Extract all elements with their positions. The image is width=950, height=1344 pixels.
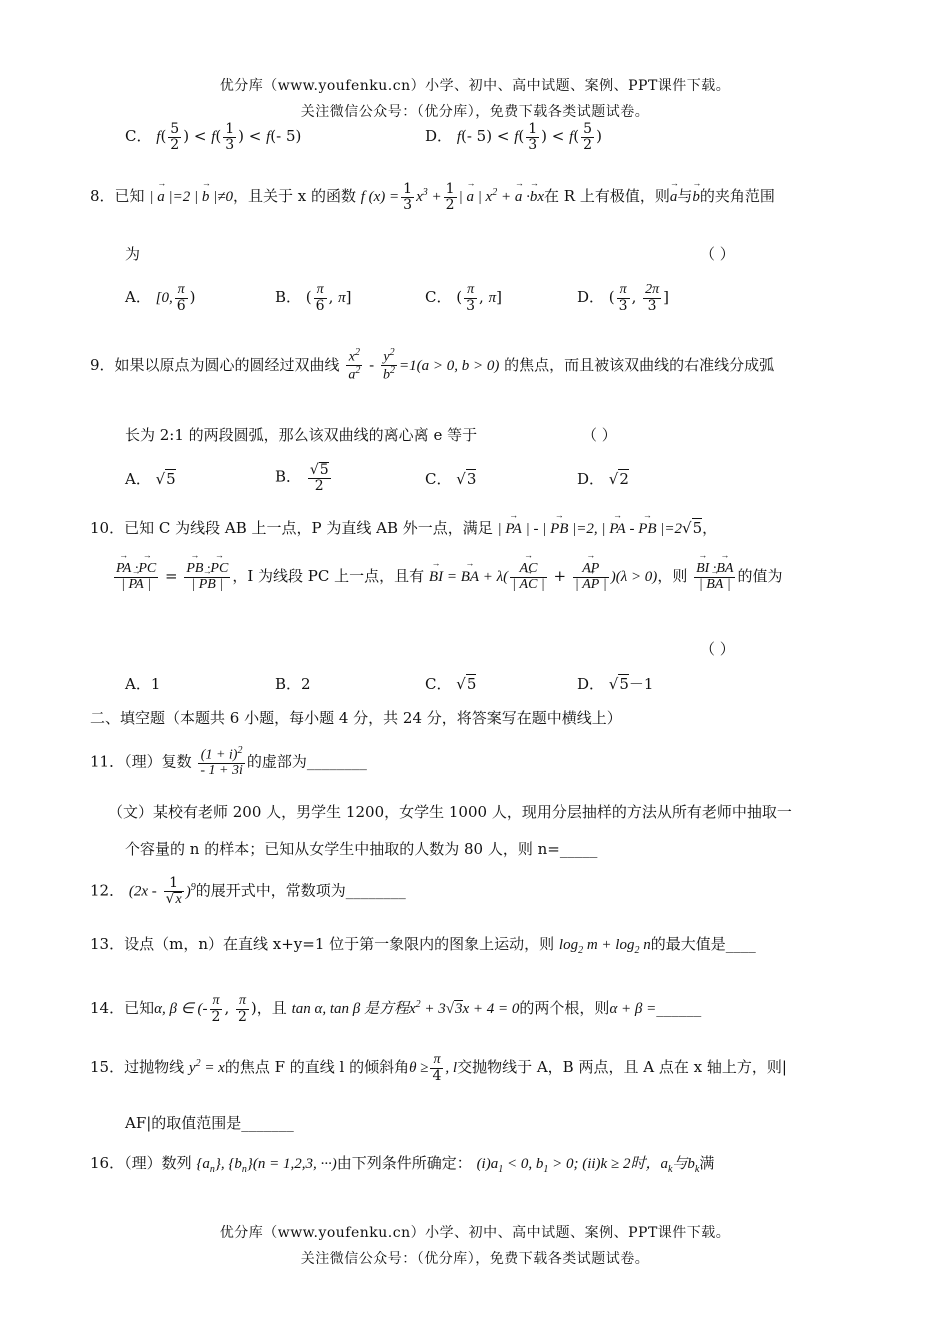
- q10-option-c: C． √5: [425, 675, 477, 693]
- header-line-1: 优分库（www.youfenku.cn）小学、初中、高中试题、案例、PPT课件下载。: [219, 78, 731, 94]
- q8-line-2: 为: [125, 245, 141, 263]
- q7-option-c: C． f( $\frac{5}{2}$ ) < f( $\frac{1}{3}$ ) < f(- 5): [125, 121, 302, 153]
- q16-line: 16．（理）数列 $\{a_n\}$, $\{b_n\}(n = 1,2,3$, ···)由下列条件所确定： $(i)a_1 < 0$, $b_1 > 0$; (ii)k ≥ 2时，$a_k$与$b_k$满: [90, 1154, 715, 1175]
- q8-line-1: 8．已知 | → a |=2 | → b |≠0，且关于 x 的函数 f (x) = $\frac{1}{3}$ $x^3$ + $\frac{1}{2}$ | → a | $x^2$ + → a ·→ bx在 R 上有极值，则→ a与→ b的夹角范围: [90, 182, 775, 212]
- footer-line-2: 关注微信公众号：（优分库），免费下载各类试题试卷。: [300, 1251, 650, 1267]
- q9-line-1: 9．如果以原点为圆心的圆经过双曲线 $\frac{x^2}{a^2}$ - $\frac{y^2}{b^2}$ =1(a > 0, b > 0) 的焦点，而且被该双曲线的右准线分成弧: [90, 347, 775, 383]
- q7-option-d: D． f(- 5) < f( $\frac{1}{3}$ ) < f( $\frac{5}{2}$ ): [425, 121, 602, 153]
- q9-answer-paren: （ ）: [582, 426, 617, 444]
- q11-line-1: 11．（理）复数 $\frac{(1 + i)^2}{- 1 + 3i}$ 的虚部为________: [90, 745, 367, 779]
- q10-option-b: B．2: [275, 675, 311, 693]
- q9-option-d: D． √2: [577, 470, 629, 488]
- q9-option-b: B． $\frac{√5}{2}$: [275, 462, 329, 494]
- q8-option-c: C． ( $\frac{\pi}{3}$ , π]: [425, 282, 502, 314]
- q9-option-c: C． √3: [425, 470, 477, 488]
- option-label: C．: [125, 127, 152, 146]
- q8-option-a: A． [0, $\frac{\pi}{6}$ ): [125, 282, 196, 314]
- q11-wen-line-1: （文）某校有老师 200 人，男学生 1200，女学生 1000 人，现用分层抽样的方法从所有老师中抽取一: [108, 803, 792, 821]
- footer-line-1: 优分库（www.youfenku.cn）小学、初中、高中试题、案例、PPT课件下载。: [219, 1225, 731, 1241]
- q10-option-a: A．1: [125, 675, 161, 693]
- q10-line-2: → $\frac{PA \cdot\to PC}{| \to PA |}$ = → $\frac{PB \cdot\to PC}{| \to PB |}$ ，I 为线段 PC 上一点，且有 → BI = → BA + λ( → $\frac{AC}{| \to AC |}$ + → $\frac{AP}{| \to AP |}$ )(λ > 0)，则 → $\frac{BI \cdot\to BA}{| \to BA |}$ 的值为: [112, 562, 782, 592]
- q9-option-a: A． √5: [125, 470, 176, 488]
- q8-option-b: B． ( $\frac{\pi}{6}$ , π]: [275, 282, 352, 314]
- q9-line-2: 长为 2:1 的两段圆弧，那么该双曲线的离心离 e 等于: [125, 426, 478, 444]
- q10-line-1: 10．已知 C 为线段 AB 上一点，P 为直线 AB 外一点，满足 | → PA | - | → PB |=2, | → PA - → PB |=2√5，: [90, 517, 717, 538]
- q10-answer-paren: （ ）: [700, 640, 735, 658]
- q13-line: 13．设点（m，n）在直线 x+y=1 位于第一象限内的图象上运动，则 $\log_2 m + \log_2 n$的最大值是____: [90, 935, 756, 956]
- q10-option-d: D． √5－1: [577, 675, 654, 693]
- section-2-heading: 二、填空题（本题共 6 小题，每小题 4 分，共 24 分，将答案写在题中横线上）: [90, 709, 622, 727]
- q15-line-2: AF|的取值范围是_______: [125, 1114, 294, 1132]
- q8-option-d: D． ( $\frac{\pi}{3}$ , $\frac{2\pi}{3}$ ]: [577, 282, 669, 314]
- q15-line-1: 15．过抛物线 $y^2 = x$的焦点 F 的直线 l 的倾斜角θ ≥ $\frac{\pi}{4}$ , l交抛物线于 A，B 两点，且 A 点在 x 轴上方，则|: [90, 1052, 787, 1084]
- q14-line: 14．已知α, β ∈ (- $\frac{\pi}{2}$ , $\frac{\pi}{2}$ )，且 tan α, tan β 是方程$x^2 + 3√3x + 4 = 0$的两个根，则α + β =______: [90, 993, 702, 1025]
- q11-wen-line-2: 个容量的 n 的样本；已知从女学生中抽取的人数为 80 人，则 n=_____: [125, 840, 598, 858]
- q12-line: 12． (2x - $\frac{1}{√x}$ )$^9$的展开式中，常数项为________: [90, 875, 406, 907]
- option-label: D．: [425, 127, 453, 146]
- header-line-2: 关注微信公众号：（优分库），免费下载各类试题试卷。: [300, 104, 650, 120]
- q8-answer-paren: （ ）: [700, 245, 735, 263]
